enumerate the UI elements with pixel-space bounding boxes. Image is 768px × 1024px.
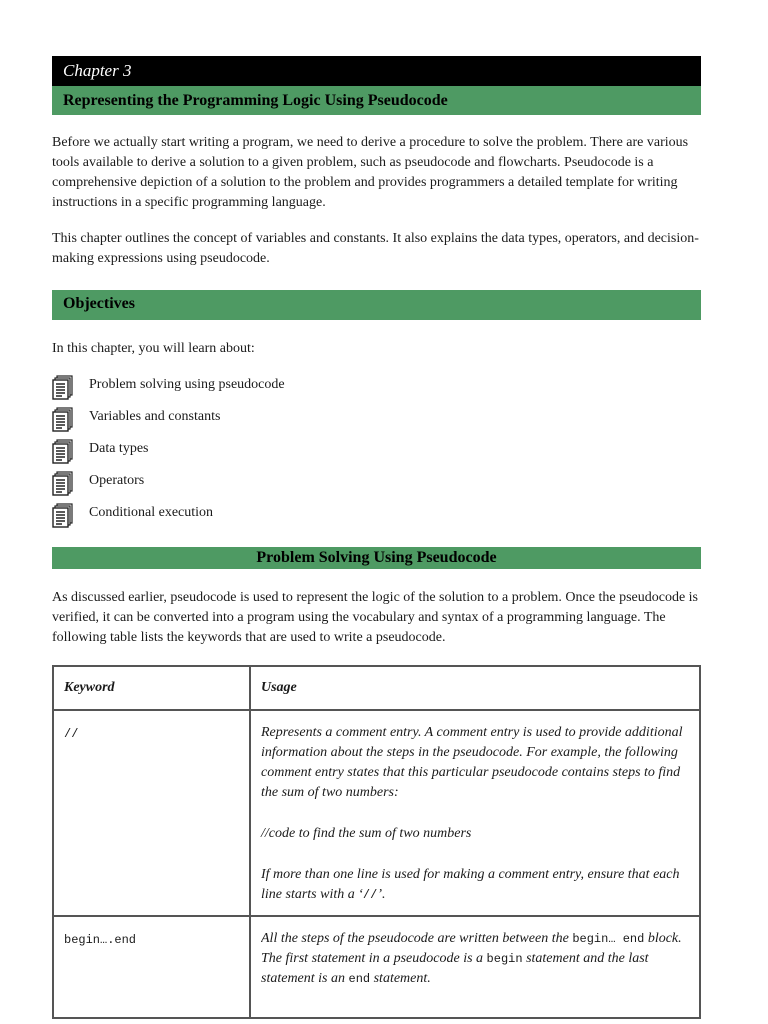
usage-example: //code to find the sum of two numbers [261,826,472,841]
document-stack-icon [52,503,76,529]
list-item [52,439,701,471]
keyword-cell [53,916,250,1018]
document-stack-icon [52,439,76,465]
usage-text: All the steps of the pseudocode are written between the begin… end block. The first statement in a pseudocode is a begin statement and the last statement is an end statement. [261,931,682,986]
list-item [52,471,701,503]
usage-cell [250,916,700,1018]
chapter-label: Chapter 3 [52,56,701,86]
usage-cell [250,710,700,916]
list-item [52,503,701,535]
objectives-heading: Objectives [52,290,701,320]
table-row [53,710,700,916]
objective-label: Data types [89,441,149,456]
keyword-table [52,665,701,1019]
objective-label: Variables and constants [89,409,221,424]
objectives-intro: In this chapter, you will learn about: [52,341,255,356]
intro-paragraph-1: Before we actually start writing a program, we need to derive a procedure to solve the problem. There are various tools available to derive a solution to a given problem, such as pseudocode and flowcharts. Pseudocode is a comprehensive depiction of a solution to the problem and provides programmers a detailed template for writing instructions in a specific programming language. [52,135,689,210]
table-row [53,916,700,1018]
document-stack-icon [52,407,76,433]
table-header-row [53,666,700,710]
section-paragraph: As discussed earlier, pseudocode is used to represent the logic of the solution to a problem. Once the pseudocode is verified, it can be converted into a program using the vocabulary and syntax of a programming language. The following table lists the keywords that are used to write a pseudocode. [52,590,698,645]
document-stack-icon [52,375,76,401]
usage-text: Represents a comment entry. A comment entry is used to provide additional information about the steps in the pseudocode. For example, the following comment entry states that this particular pseudocode contains steps to find the sum of two numbers: [261,725,683,800]
keyword-cell [53,710,250,916]
objective-label: Problem solving using pseudocode [89,377,285,392]
objective-label: Operators [89,473,145,488]
keyword-text: // [64,727,79,741]
list-item [52,407,701,439]
header-keyword: Keyword [53,666,250,710]
keyword-text: begin….end [64,933,137,947]
objectives-list [52,375,701,535]
chapter-title: Representing the Programming Logic Using Pseudocode [52,86,701,115]
objective-label: Conditional execution [89,505,214,520]
usage-text: If more than one line is used for making a comment entry, ensure that each line starts with a ‘//’. [261,867,680,902]
list-item [52,375,701,407]
section-heading: Problem Solving Using Pseudocode [52,547,701,569]
header-usage: Usage [250,666,700,710]
intro-paragraph-2: This chapter outlines the concept of variables and constants. It also explains the data types, operators, and decision-making expressions using pseudocode. [52,231,699,266]
document-stack-icon [52,471,76,497]
document-page [52,56,701,1019]
